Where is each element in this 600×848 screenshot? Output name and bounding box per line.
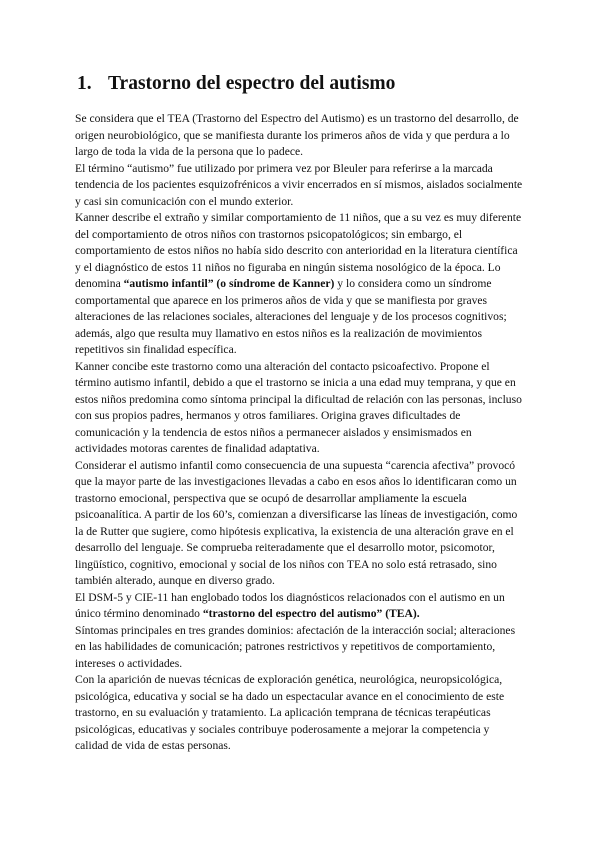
paragraph-research-history: Considerar el autismo infantil como consecuencia de una supuesta “carencia afectiva” provocó que la mayor parte de las investigaciones llevadas a cabo en esos años lo identificaran como un trastorno emocional, perspectiva que se ocupó de desarrollar ampliamente la escuela psicoanalítica. A partir de los 60’s, comienzan a diversificarse las líneas de investigación, como la de Rutter que sugiere, como hipótesis explicativa, la existencia de una alteración grave en el desarrollo del lenguaje. Se comprueba reiteradamente que el desarrollo motor, psicomotor, lingüístico, cognitivo, emocional y social de los niños con TEA no solo está retrasado, sino también alterado, aunque en diverso grado.	[75, 458, 518, 587]
section-number: 1.	[77, 73, 92, 94]
section-heading	[77, 72, 395, 96]
bold-term-tea: “trastorno del espectro del autismo” (TEA).	[202, 607, 420, 620]
paragraph-kanner-concept: Kanner concibe este trastorno como una alteración del contacto psicoafectivo. Propone el término autismo infantil, debido a que el trastorno se inicia a una edad muy temprana, y que en estos niños predomina como síntoma principal la dificultad de relación con las personas, incluso con sus propios padres, hermanos y otros familiares. Origina graves dificultades de comunicación y la tendencia de estos niños a permanecer aislados y ensimismados en actividades motoras carentes de finalidad adaptativa.	[75, 359, 522, 455]
paragraph-kanner-description	[75, 210, 525, 359]
document-body	[75, 111, 525, 755]
paragraph-tea-definition: Se considera que el TEA (Trastorno del Espectro del Autismo) es un trastorno del desarrollo, de origen neurobiológico, que se manifiesta durante los primeros años de vida y que perdura a lo largo de toda la vida de la persona que lo padece.	[75, 112, 519, 158]
paragraph-advances: Con la aparición de nuevas técnicas de exploración genética, neurológica, neuropsicológica, psicológica, educativa y social se ha dado un espectacular avance en el conocimiento de este trastorno, en su evaluación y tratamiento. La aplicación temprana de técnicas terapéuticas psicológicas, educativas y sociales contribuye poderosamente a mejorar la competencia y calidad de vida de estas personas.	[75, 673, 505, 752]
paragraph-dsm5	[75, 590, 525, 623]
paragraph-symptoms: Síntomas principales en tres grandes dominios: afectación de la interacción social; alteraciones en las habilidades de comunicación; patrones restrictivos y repetitivos de comportamiento, intereses o actividades.	[75, 623, 516, 670]
paragraph-text: Kanner describe el extraño y similar comportamiento de 11 niños, que a su vez es muy diferente del comportamiento de otros niños con trastornos psicopatológicos; sin embargo, el comportamiento de estos niños no había sido descrito con anterioridad en la literatura científica y el diagnóstico de estos 11 niños no figuraba en ningún sistema nosológico de la época. Lo denomina	[75, 211, 522, 290]
paragraph-text: y lo considera como un síndrome comportamental que aparece en los primeros años de vida y que se manifiesta por graves alteraciones de las relaciones sociales, alteraciones del lenguaje y de los procesos cognitivos; además, algo que resulta muy llamativo en estos niños es la realización de movimientos repetitivos sin finalidad específica.	[75, 277, 507, 356]
bold-term-autismo-infantil: “autismo infantil” (o síndrome de Kanner)	[123, 277, 335, 290]
paragraph-text: El DSM-5 y CIE-11 han englobado todos los diagnósticos relacionados con el autismo en un único término denominado	[75, 590, 505, 620]
paragraph-bleuler: El término “autismo” fue utilizado por primera vez por Bleuler para referirse a la marcada tendencia de los pacientes esquizofrénicos a vivir encerrados en sí mismos, aislados socialmente y casi sin comunicación con el mundo exterior.	[75, 161, 523, 208]
section-title: Trastorno del espectro del autismo	[108, 73, 396, 94]
